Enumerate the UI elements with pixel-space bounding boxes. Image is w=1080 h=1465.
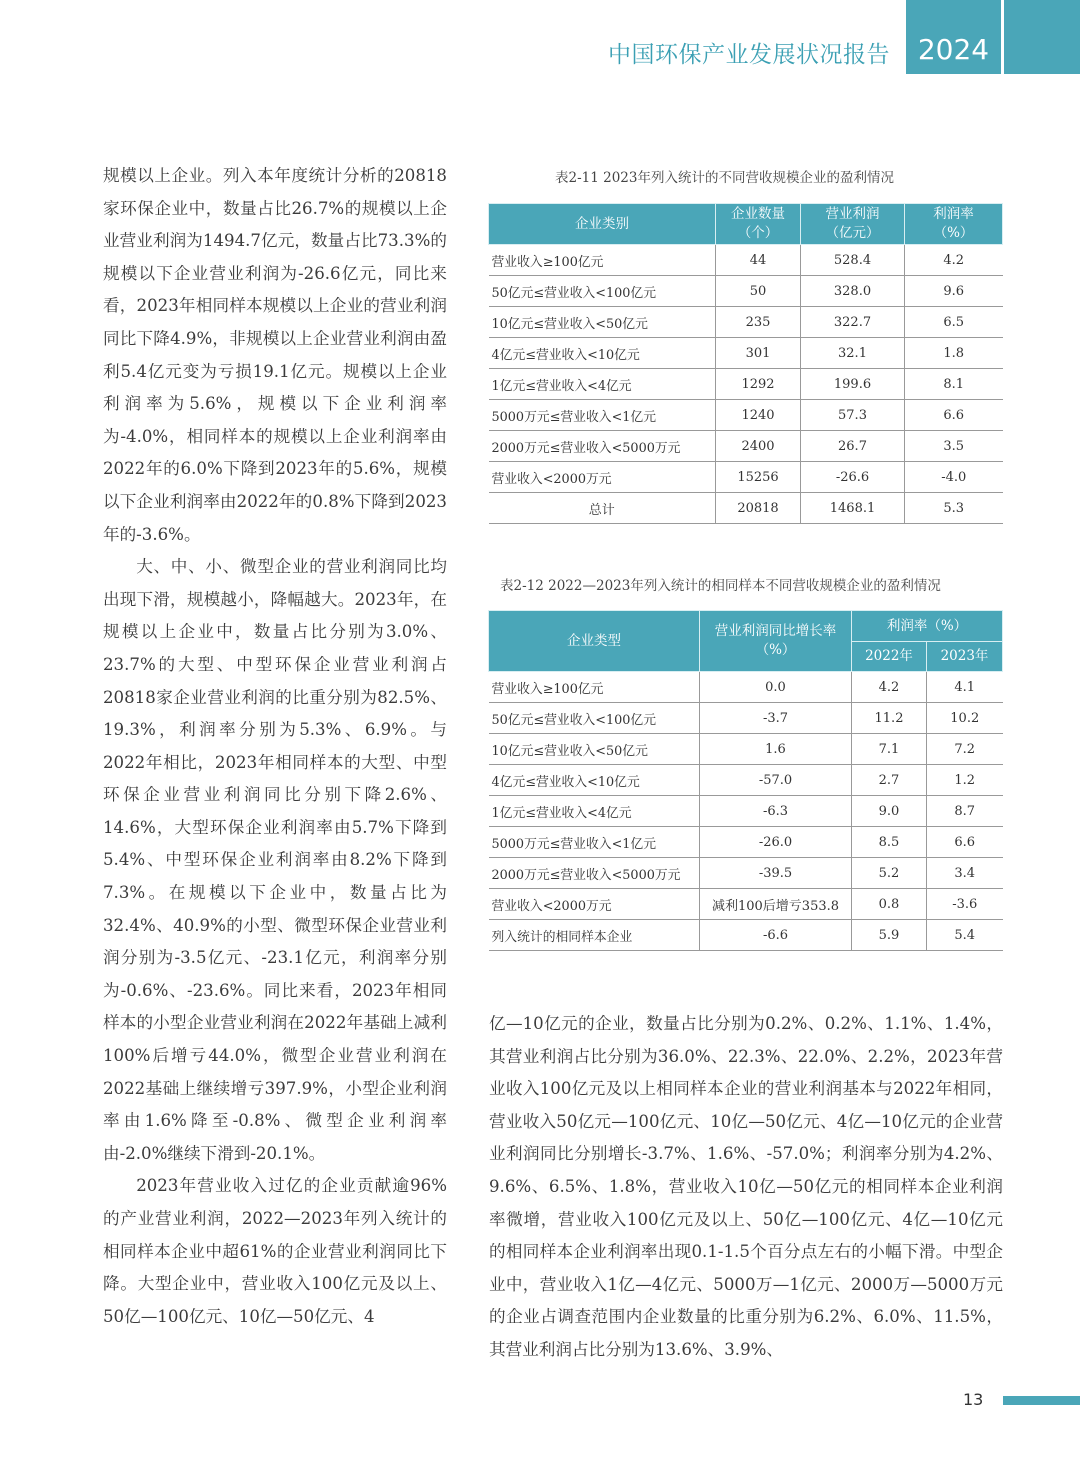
table2-header-growth: 营业利润同比增长率 （%） xyxy=(700,611,852,672)
table-row xyxy=(489,338,1003,369)
table-cell: 1240 xyxy=(716,400,801,431)
table1-header-category: 企业类别 xyxy=(489,204,716,245)
table-cell: 50 xyxy=(716,276,801,307)
table-cell: 1.2 xyxy=(927,765,1003,796)
table-cell: 57.3 xyxy=(801,400,905,431)
paragraph: 规模以上企业。列入本年度统计分析的20818家环保企业中，数量占比26.7%的规模以上企业营业利润为1494.7亿元，数量占比73.3%的规模以下企业营业利润为-26.6亿元，同比来看，2023年相同样本规模以上企业的营业利润同比下降4.9%，非规模以上企业营业利润由盈利5.4亿元变为亏损19.1亿元。规模以上企业利润率为5.6%，规模以下企业利润率为-4.0%，相同样本的规模以上企业利润率由2022年的6.0%下降到2023年的5.6%，规模以下企业利润率由2022年的0.8%下降到2023年的-3.6%。 xyxy=(103,166,447,544)
table1 xyxy=(488,203,1003,524)
table-cell: 5.4 xyxy=(927,920,1003,951)
table-cell: 6.5 xyxy=(905,307,1003,338)
row-label: 营业收入<2000万元 xyxy=(489,462,716,493)
row-label: 5000万元≤营业收入<1亿元 xyxy=(489,827,700,858)
row-label: 列入统计的相同样本企业 xyxy=(489,920,700,951)
table-cell: -6.3 xyxy=(700,796,852,827)
table-cell: 6.6 xyxy=(927,827,1003,858)
table-row xyxy=(489,245,1003,276)
row-label: 2000万元≤营业收入<5000万元 xyxy=(489,431,716,462)
table-cell: 1.6 xyxy=(700,734,852,765)
table1-header-margin: 利润率 （%） xyxy=(905,204,1003,245)
report-year: 2024 xyxy=(917,33,990,66)
paragraph: 2023年营业收入过亿的企业贡献逾96%的产业营业利润，2022—2023年列入统计的相同样本企业中超61%的企业营业利润同比下降。大型企业中，营业收入100亿元及以上、50亿—100亿元、10亿—50亿元、4 xyxy=(103,1176,447,1326)
table2-caption: 表2-12 2022—2023年列入统计的相同样本不同营收规模企业的盈利情况 xyxy=(500,578,941,594)
table-cell: -26.0 xyxy=(700,827,852,858)
table-cell: 2.7 xyxy=(852,765,927,796)
row-label: 1亿元≤营业收入<4亿元 xyxy=(489,369,716,400)
table-cell: 2400 xyxy=(716,431,801,462)
header-accent-strip xyxy=(1004,0,1080,74)
table-cell: 1468.1 xyxy=(801,493,905,524)
table-cell: 44 xyxy=(716,245,801,276)
row-label: 营业收入≥100亿元 xyxy=(489,245,716,276)
table-row xyxy=(489,400,1003,431)
table2-header-2022: 2022年 xyxy=(852,642,927,672)
table-cell: 32.1 xyxy=(801,338,905,369)
row-label: 总计 xyxy=(489,493,716,524)
table-cell: 322.7 xyxy=(801,307,905,338)
table1-header-profit: 营业利润 （亿元） xyxy=(801,204,905,245)
table-row xyxy=(489,827,1003,858)
table-cell: 15256 xyxy=(716,462,801,493)
table-cell: -39.5 xyxy=(700,858,852,889)
table-cell: 0.0 xyxy=(700,672,852,703)
table-row xyxy=(489,462,1003,493)
footer-accent-bar xyxy=(1003,1396,1080,1405)
row-label: 营业收入≥100亿元 xyxy=(489,672,700,703)
table-cell: 8.7 xyxy=(927,796,1003,827)
table-cell: -3.6 xyxy=(927,889,1003,920)
table-cell: -4.0 xyxy=(905,462,1003,493)
table1-header-count: 企业数量 （个） xyxy=(716,204,801,245)
table-row xyxy=(489,765,1003,796)
table2-header-type: 企业类型 xyxy=(489,611,700,672)
table-cell: 0.8 xyxy=(852,889,927,920)
paragraph: 亿—10亿元的企业，数量占比分别为0.2%、0.2%、1.1%、1.4%，其营业利润占比分别为36.0%、22.3%、22.0%、2.2%，2023年营业收入100亿元及以上相同样本企业的营业利润基本与2022年相同，营业收入50亿元—100亿元、10亿—50亿元、4亿—10亿元的企业营业利润同比分别增长-3.7%、1.6%、-57.0%；利润率分别为4.2%、9.6%、6.5%、1.8%，营业收入10亿—50亿元的相同样本企业利润率微增，营业收入100亿元及以上、50亿—100亿元、4亿—10亿元的相同样本企业利润率出现0.1-1.5个百分点左右的小幅下滑。中型企业中，营业收入1亿—4亿元、5000万—1亿元、2000万—5000万元的企业占调查范围内企业数量的比重分别为6.2%、6.0%、11.5%，其营业利润占比分别为13.6%、3.9%、 xyxy=(489,1014,1003,1359)
table-cell: 5.9 xyxy=(852,920,927,951)
table-cell: 20818 xyxy=(716,493,801,524)
row-label: 10亿元≤营业收入<50亿元 xyxy=(489,307,716,338)
table-cell: 4.2 xyxy=(852,672,927,703)
table-cell: 8.1 xyxy=(905,369,1003,400)
table-cell: 5.2 xyxy=(852,858,927,889)
table-cell: 10.2 xyxy=(927,703,1003,734)
table-row xyxy=(489,369,1003,400)
table-row xyxy=(489,734,1003,765)
table-cell: 7.1 xyxy=(852,734,927,765)
row-label: 1亿元≤营业收入<4亿元 xyxy=(489,796,700,827)
table-cell: 328.0 xyxy=(801,276,905,307)
table-cell: 9.0 xyxy=(852,796,927,827)
row-label: 50亿元≤营业收入<100亿元 xyxy=(489,703,700,734)
table-row xyxy=(489,431,1003,462)
left-column-text xyxy=(103,160,447,1333)
table1-caption: 表2-11 2023年列入统计的不同营收规模企业的盈利情况 xyxy=(555,170,894,186)
table2 xyxy=(488,610,1003,951)
table-row xyxy=(489,796,1003,827)
row-label: 10亿元≤营业收入<50亿元 xyxy=(489,734,700,765)
row-label: 4亿元≤营业收入<10亿元 xyxy=(489,338,716,369)
table-row xyxy=(489,493,1003,524)
table-cell: 9.6 xyxy=(905,276,1003,307)
page-number: 13 xyxy=(963,1390,984,1409)
report-title: 中国环保产业发展状况报告 xyxy=(608,42,890,68)
table-cell: 4.2 xyxy=(905,245,1003,276)
table2-header-margin: 利润率（%） xyxy=(852,611,1003,642)
table-cell: 1292 xyxy=(716,369,801,400)
table-row xyxy=(489,276,1003,307)
table-cell: 6.6 xyxy=(905,400,1003,431)
table-cell: 4.1 xyxy=(927,672,1003,703)
table-cell: 199.6 xyxy=(801,369,905,400)
table-row xyxy=(489,703,1003,734)
table-cell: -26.6 xyxy=(801,462,905,493)
table-cell: 7.2 xyxy=(927,734,1003,765)
paragraph: 大、中、小、微型企业的营业利润同比均出现下滑，规模越小，降幅越大。2023年，在规模以上企业中，数量占比分别为3.0%、23.7%的大型、中型环保企业营业利润占20818家企业营业利润的比重分别为82.5%、19.3%，利润率分别为5.3%、6.9%。与2022年相比，2023年相同样本的大型、中型环保企业营业利润同比分别下降2.6%、14.6%，大型环保企业利润率由5.7%下降到5.4%、中型环保企业利润率由8.2%下降到7.3%。在规模以下企业中，数量占比为32.4%、40.9%的小型、微型环保企业营业利润分别为-3.5亿元、-23.1亿元，利润率分别为-0.6%、-23.6%。同比来看，2023年相同样本的小型企业营业利润在2022年基础上减利100%后增亏44.0%，微型企业营业利润在2022基础上继续增亏397.9%，小型企业利润率由1.6%降至-0.8%、微型企业利润率由-2.0%继续下滑到-20.1%。 xyxy=(103,557,447,1163)
table-cell: -6.6 xyxy=(700,920,852,951)
table-cell: 3.4 xyxy=(927,858,1003,889)
row-label: 4亿元≤营业收入<10亿元 xyxy=(489,765,700,796)
table-cell: 8.5 xyxy=(852,827,927,858)
right-column-text xyxy=(489,1008,1003,1367)
row-label: 5000万元≤营业收入<1亿元 xyxy=(489,400,716,431)
table-row xyxy=(489,307,1003,338)
table-cell: 1.8 xyxy=(905,338,1003,369)
table-row xyxy=(489,672,1003,703)
table-row xyxy=(489,889,1003,920)
table-cell: 11.2 xyxy=(852,703,927,734)
table-cell: 235 xyxy=(716,307,801,338)
table-cell: 301 xyxy=(716,338,801,369)
table-cell: 26.7 xyxy=(801,431,905,462)
row-label: 2000万元≤营业收入<5000万元 xyxy=(489,858,700,889)
table-cell: 528.4 xyxy=(801,245,905,276)
table-cell: 减利100后增亏353.8 xyxy=(700,889,852,920)
table2-header-2023: 2023年 xyxy=(927,642,1003,672)
table-cell: -57.0 xyxy=(700,765,852,796)
table-cell: 3.5 xyxy=(905,431,1003,462)
row-label: 营业收入<2000万元 xyxy=(489,889,700,920)
table-cell: 5.3 xyxy=(905,493,1003,524)
table-cell: -3.7 xyxy=(700,703,852,734)
table-row xyxy=(489,858,1003,889)
row-label: 50亿元≤营业收入<100亿元 xyxy=(489,276,716,307)
table-row xyxy=(489,920,1003,951)
